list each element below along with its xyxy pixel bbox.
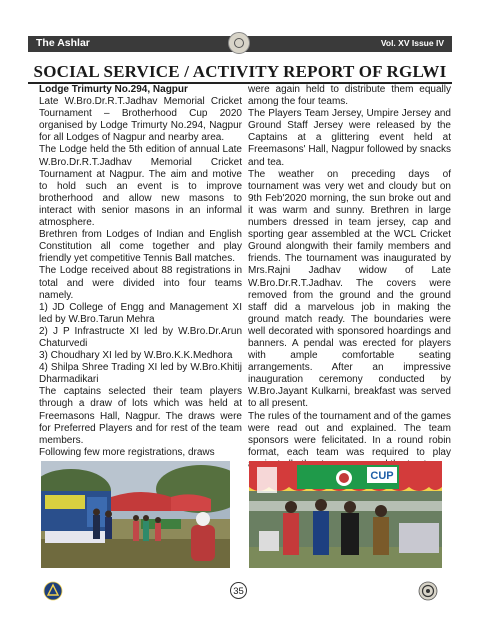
page-number: 35 (230, 582, 247, 599)
right-column (248, 84, 451, 471)
paragraph: The Lodge received about 88 registrations in total and were divided into four teams namely. (39, 265, 242, 301)
masonic-emblem-icon (228, 32, 250, 54)
paragraph: Brethren from Lodges of Indian and English Constitution all come together and play friendly yet competitive Tennis Ball matches. (39, 229, 242, 265)
paragraph: The rules of the tournament and of the games were read out and explained. The team sponsors were felicitated. In a round robin format, each team was required to play (248, 410, 451, 458)
event-photo-ground (41, 461, 230, 568)
issue-label: Vol. XV Issue IV (380, 38, 444, 48)
lodge-logo-icon (43, 581, 63, 601)
left-column (39, 84, 242, 459)
team-list-item: 2) J P Infrastructe XI led by W.Bro.Dr.Arun Chaturvedi (39, 325, 242, 349)
paragraph: The weather on preceding days of tournament was very wet and cloudy but on 9th Feb'2020 morning, the sun broke out and it was warm and sunny. Brethren in large numbers dressed in team jersey, cap and sporting gear assembled at the WCL Cricket Ground alongwith their family members and friends. The tournament was inaugurated by Mrs.Rajni Jadhav widow of Late W.Bro.Dr.R.T.Jadhav. The covers were removed from the ground and the ground staff did a marvelous job in making the ground match ready. The boundaries were well decorated with sponsored hoardings and banners. A pendal was erected for players with ample comfortable seating arrangements. After an impressive inauguration ceremony conducted by W.Bro.Jayant Kulkarni, breakfast was served to all present. (248, 168, 451, 410)
paragraph: Late W.Bro.Dr.R.T.Jadhav Memorial Cricket Tournament – Brotherhood Cup 2020 organised by Lodge Trimurty No.294, Nagpur for all Lodges of Nagpur and nearby area. (39, 96, 242, 144)
event-photo-cup-banner (249, 461, 442, 568)
paragraph: The Players Team Jersey, Umpire Jersey and Ground Staff Jersey were released by the Captains at a glittering event held at Freemasons' Hall, Nagpur followed by snacks and tea. (248, 108, 451, 168)
team-list-item: 3) Choudhary XI led by W.Bro.K.K.Medhora (39, 350, 233, 362)
paragraph: were again held to distribute them equally among the four teams. (248, 84, 451, 108)
team-list-item: 1) JD College of Engg and Management XI led by W.Bro.Tarun Mehra (39, 301, 242, 325)
cup-banner-text: CUP (370, 470, 394, 482)
page-title: SOCIAL SERVICE / ACTIVITY REPORT OF RGLWI (33, 62, 447, 81)
paragraph: The captains selected their team players through a draw of lots which was held at Freemasons Hall, Nagpur. The draws were for Preferred Players and for rest of the team members. (39, 386, 242, 446)
paragraph: Following few more registrations, draws (39, 446, 215, 458)
team-list-item: 4) Shilpa Shree Trading XI led by W.Bro.Khitij Dharmadikari (39, 362, 242, 386)
lodge-subheading: Lodge Trimurty No.294, Nagpur (39, 84, 188, 95)
publication-title: The Ashlar (36, 37, 90, 49)
paragraph: The Lodge held the 5th edition of annual Late W.Bro.Dr.R.T.Jadhav Memorial Cricket Tournament at Nagpur. The aim and motive to hold such an event is to improve brotherhood and allow new masons to interact with senior masons in an informal atmosphere. (39, 144, 242, 229)
seal-emblem-icon (418, 581, 438, 601)
